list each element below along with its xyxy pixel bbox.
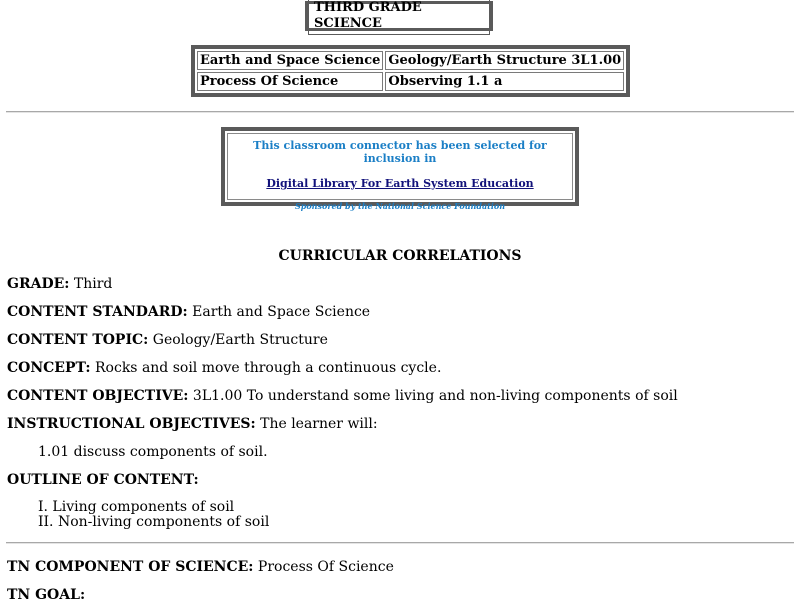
list-item: 1.01 discuss components of soil.: [38, 444, 268, 460]
list-item: II. Non-living components of soil: [38, 514, 270, 530]
dlese-notice: This classroom connector has been selected for inclusion in: [253, 139, 547, 165]
concept-label: CONCEPT:: [7, 360, 91, 376]
dlese-banner: [221, 127, 579, 211]
content-topic-label: CONTENT TOPIC:: [7, 332, 149, 348]
content-standard-label: CONTENT STANDARD:: [7, 304, 188, 320]
table-cell: Observing 1.1 a: [385, 72, 624, 91]
table-cell: Geology/Earth Structure 3L1.00: [385, 51, 624, 70]
tn-component-label: TN COMPONENT OF SCIENCE:: [7, 559, 254, 575]
instructional-objectives-label: INSTRUCTIONAL OBJECTIVES:: [7, 416, 256, 432]
content-standard-value: Earth and Space Science: [192, 304, 371, 320]
table-row: [197, 72, 624, 91]
content-topic-line: [7, 332, 328, 349]
divider: [6, 542, 794, 544]
tn-component-line: [7, 559, 394, 576]
outline-label: OUTLINE OF CONTENT:: [7, 472, 199, 488]
content-objective-line: [7, 388, 678, 405]
instructional-objectives-line: [7, 416, 378, 433]
table-row: [197, 51, 624, 70]
table-cell: Earth and Space Science: [197, 51, 383, 70]
tn-component-value: Process Of Science: [257, 559, 394, 575]
content-objective-label: CONTENT OBJECTIVE:: [7, 388, 189, 404]
instructional-objectives-value: The learner will:: [260, 416, 378, 432]
concept-line: [7, 360, 441, 377]
grade-line: [7, 276, 112, 293]
section-heading: CURRICULAR CORRELATIONS: [278, 248, 522, 264]
table-cell: Process Of Science: [197, 72, 383, 91]
grade-label: GRADE:: [7, 276, 70, 292]
dlese-banner-inner: [227, 133, 573, 211]
list-item: I. Living components of soil: [38, 499, 235, 515]
tn-goal-line: [7, 587, 85, 604]
content-standard-line: [7, 304, 370, 321]
tn-goal-label: TN GOAL:: [7, 587, 86, 603]
dlese-sponsor: Sponsored by the National Science Foundation: [294, 201, 506, 211]
grade-value: Third: [73, 276, 113, 292]
outline-line: [7, 472, 199, 489]
concept-value: Rocks and soil move through a continuous cycle.: [95, 360, 442, 376]
page-title: THIRD GRADE SCIENCE: [308, 0, 490, 35]
divider: [6, 111, 794, 113]
content-topic-value: Geology/Earth Structure: [152, 332, 328, 348]
dlese-link[interactable]: Digital Library For Earth System Education: [266, 177, 534, 190]
content-objective-value: 3L1.00 To understand some living and non-living components of soil: [192, 388, 678, 404]
standards-table: [191, 45, 630, 97]
title-box: [305, 1, 493, 31]
